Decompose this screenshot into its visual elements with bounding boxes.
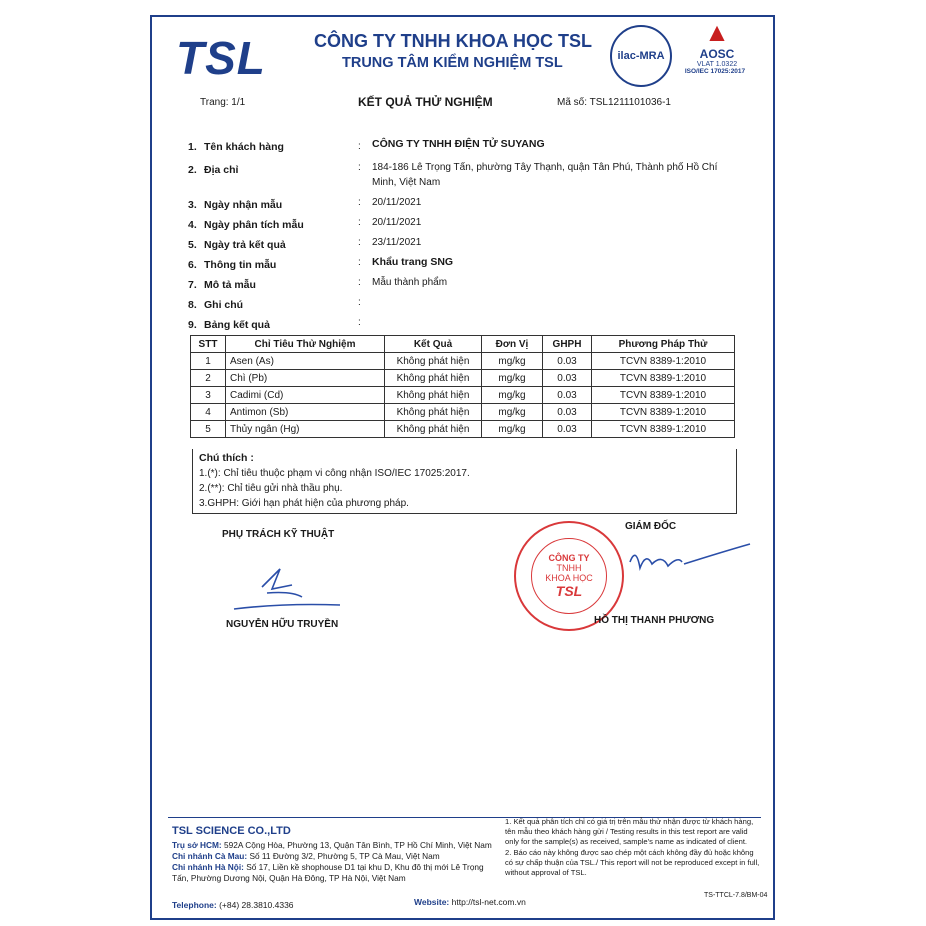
footer-website [414,897,526,908]
document-code: Mã số: TSL1211101036-1 [557,97,671,108]
cell-parameter: Asen (As) [226,353,385,370]
cell-ghph: 0.03 [543,404,592,421]
document-page [150,15,775,920]
cell-parameter: Antimon (Sb) [226,404,385,421]
cell-stt: 2 [191,370,226,387]
info-colon: : [358,141,361,152]
cell-result: Không phát hiện [385,387,482,404]
footer-cm [172,851,502,862]
info-value: 20/11/2021 [372,217,422,228]
ilac-label: ilac-MRA [617,50,665,62]
cell-parameter: Chì (Pb) [226,370,385,387]
footer-hn-address: Số 17, Liền kề shophouse D1 tại khu D, Khu đô thị mới Lê Trọng Tấn, Phường Dương Nội, Quận Hà Đông, TP Hà Nội, Việt Nam [172,862,484,883]
footer-company: TSL SCIENCE CO.,LTD [172,825,291,837]
info-colon: : [358,162,361,173]
column-header: Đơn Vị [482,336,543,353]
aosc-name: AOSC [699,47,735,61]
aosc-mark-icon: ▲ [704,17,730,47]
info-value: Khẩu trang SNG [372,256,454,268]
cell-unit: mg/kg [482,404,543,421]
form-code: TS-TTCL-7.8/BM-04 [704,892,768,899]
cell-parameter: Thủy ngân (Hg) [226,421,385,438]
info-colon: : [358,257,361,268]
footer-hn [172,862,502,884]
footer-note: 2. Báo cáo này không được sao chép một cách không đầy đủ hoặc không có sự chấp thuận của TSL./ This report will not be reproduced except in full, without approval of TSL. [505,848,760,877]
footer-addresses [172,840,502,884]
technical-lead-name: NGUYỄN HỮU TRUYỀN [226,619,339,630]
notes-box [192,449,737,514]
cell-stt: 5 [191,421,226,438]
aosc-logo [682,19,752,75]
notes-title: Chú thích : [199,452,254,464]
footer-tel-label: Telephone: [172,900,217,910]
info-colon: : [358,237,361,248]
info-num: 2. [188,164,197,176]
info-value: 184-186 Lê Trọng Tấn, phường Tây Thạnh, quận Tân Phú, Thành phố Hồ Chí Minh, Việt Nam [372,162,718,188]
cell-stt: 1 [191,353,226,370]
footer-web-label: Website: [414,897,450,907]
table-row [191,421,735,438]
info-num: 3. [188,199,197,211]
table-row [191,353,735,370]
info-label: Ngày phân tích mẫu [204,219,304,231]
aosc-iso: ISO/IEC 17025:2017 [684,68,746,75]
info-label: Ngày nhận mẫu [204,199,283,211]
info-value: CÔNG TY TNHH ĐIỆN TỬ SUYANG [372,138,545,150]
stamp-line2: TNHH [556,563,582,573]
stamp-line4: TSL [555,583,583,599]
tsl-logo: TSL [176,32,266,84]
footer-web-link[interactable]: http://tsl-net.com.vn [451,897,526,907]
column-header: STT [191,336,226,353]
footer-cm-address: Số 11 Đường 3/2, Phường 5, TP Cà Mau, Việt Nam [249,851,440,861]
footer-tel: (+84) 28.3810.4336 [219,900,294,910]
cell-ghph: 0.03 [543,387,592,404]
info-colon: : [358,277,361,288]
footer-hq-address: 592A Cộng Hòa, Phường 13, Quận Tân Bình, TP Hồ Chí Minh, Việt Nam [224,840,492,850]
page-number: Trang: 1/1 [200,97,246,108]
info-label: Bảng kết quả [204,319,270,331]
column-header: GHPH [543,336,592,353]
table-header-row [191,336,735,353]
note-item: 1.(*): Chỉ tiêu thuộc phạm vi công nhận ISO/IEC 17025:2017. [199,468,470,479]
info-num: 9. [188,319,197,331]
table-row [191,404,735,421]
cell-unit: mg/kg [482,370,543,387]
info-colon: : [358,297,361,308]
aosc-vlat: VLAT 1.0322 [696,61,738,68]
cell-unit: mg/kg [482,421,543,438]
info-value: 23/11/2021 [372,237,422,248]
column-header: Kết Quả [385,336,482,353]
cell-parameter: Cadimi (Cd) [226,387,385,404]
column-header: Phương Pháp Thử [592,336,735,353]
footer-note: 1. Kết quả phân tích chỉ có giá trị trên mẫu thử nhận được từ khách hàng, tên mẫu theo khách hàng gửi / Testing results in this test report are valid only for the sample(s) as received, sample's name as indicated of client. [505,817,754,846]
cell-ghph: 0.03 [543,353,592,370]
cell-result: Không phát hiện [385,370,482,387]
info-colon: : [358,197,361,208]
cell-method: TCVN 8389-1:2010 [592,387,735,404]
ilac-mra-seal-icon [610,25,672,87]
cell-stt: 4 [191,404,226,421]
cell-method: TCVN 8389-1:2010 [592,421,735,438]
info-num: 6. [188,259,197,271]
info-num: 1. [188,141,197,153]
cell-stt: 3 [191,387,226,404]
info-label: Tên khách hàng [204,141,284,153]
footer-hn-label: Chi nhánh Hà Nội: [172,862,244,872]
info-label: Ghi chú [204,299,244,311]
director-role: GIÁM ĐỐC [625,521,677,532]
info-label: Mô tả mẫu [204,279,256,291]
cell-method: TCVN 8389-1:2010 [592,370,735,387]
info-colon: : [358,217,361,228]
footer-hq-label: Trụ sở HCM: [172,840,222,850]
table-row [191,370,735,387]
technical-lead-signature-icon [232,557,342,612]
stamp-line3: KHOA HỌC [545,573,593,583]
cell-unit: mg/kg [482,353,543,370]
info-value: Mẫu thành phẩm [372,277,448,288]
info-num: 4. [188,219,197,231]
footer-legal-notes [505,817,763,878]
cell-result: Không phát hiện [385,404,482,421]
cell-method: TCVN 8389-1:2010 [592,353,735,370]
company-name: CÔNG TY TNHH KHOA HỌC TSL [314,31,592,51]
technical-lead-role: PHỤ TRÁCH KỸ THUẬT [222,529,335,540]
cell-unit: mg/kg [482,387,543,404]
info-num: 8. [188,299,197,311]
cell-method: TCVN 8389-1:2010 [592,404,735,421]
results-table [190,335,735,438]
cell-ghph: 0.03 [543,370,592,387]
footer-cm-label: Chi nhánh Cà Mau: [172,851,248,861]
cell-result: Không phát hiện [385,353,482,370]
stamp-line1: CÔNG TY [548,553,590,563]
note-item: 2.(**): Chỉ tiêu gửi nhà thầu phụ. [199,483,343,494]
footer-hq [172,840,502,851]
footer-telephone [172,900,294,911]
info-value: 20/11/2021 [372,197,422,208]
info-label: Địa chỉ [204,164,239,176]
info-num: 5. [188,239,197,251]
info-label: Ngày trả kết quả [204,239,286,251]
director-name: HỒ THỊ THANH PHƯƠNG [594,615,715,626]
column-header: Chỉ Tiêu Thử Nghiệm [226,336,385,353]
center-name: TRUNG TÂM KIỂM NGHIỆM TSL [342,55,563,71]
note-item: 3.GHPH: Giới hạn phát hiện của phương pháp. [199,498,409,509]
info-num: 7. [188,279,197,291]
cell-ghph: 0.03 [543,421,592,438]
director-signature-icon [622,542,752,582]
info-label: Thông tin mẫu [204,259,277,271]
info-colon: : [358,317,361,328]
cell-result: Không phát hiện [385,421,482,438]
table-row [191,387,735,404]
document-title: KẾT QUẢ THỬ NGHIỆM [358,95,493,109]
